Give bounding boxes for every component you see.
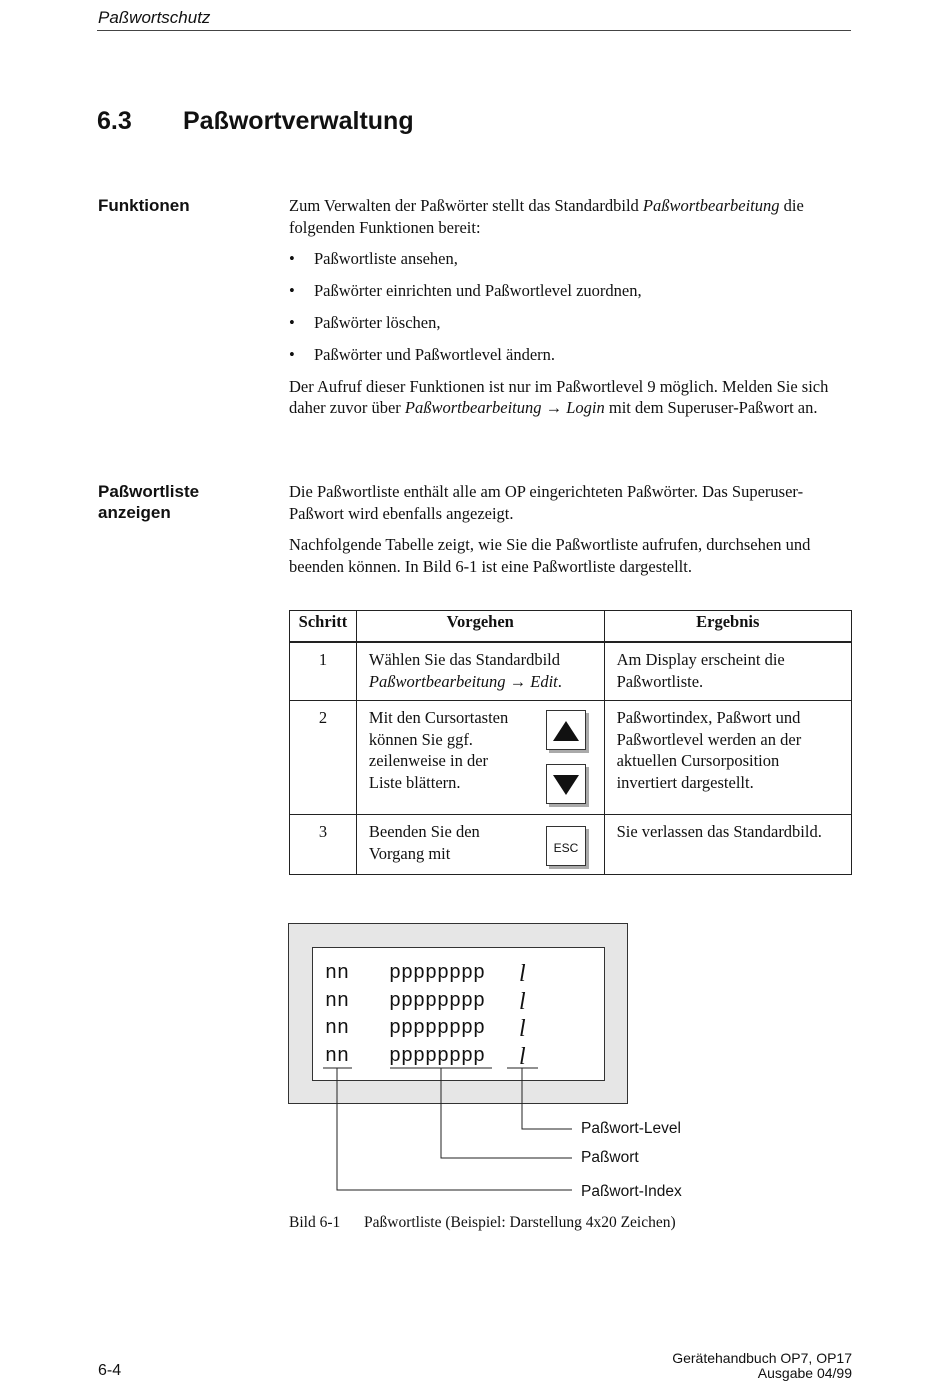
list-item: • Paßwortliste ansehen, [289,248,849,270]
col-header-ergebnis: Ergebnis [604,611,851,643]
password-value: pppppppp [389,1017,486,1040]
liste-paragraph-1: Die Paßwortliste enthält alle am OP eingerichteten Paßwörter. Das Superuser-Paßwort wird ebenfalls angezeigt. [289,482,804,523]
step-result: Paßwortindex, Paßwort und Paßwortlevel werden an der aktuellen Cursorposition invertiert dargestellt. [604,701,851,815]
password-level: l [519,989,526,1015]
label-password-level: Paßwort-Level [581,1120,681,1137]
liste-paragraph-2: Nachfolgende Tabelle zeigt, wie Sie die Paßwortliste aufrufen, durchsehen und beenden können. In Bild 6-1 ist eine Paßwortliste dargestellt. [289,535,811,576]
figure-caption-text: Paßwortliste (Beispiel: Darstellung 4x20 Zeichen) [364,1214,676,1231]
label-password-index: Paßwort-Index [581,1183,682,1200]
section-number: 6.3 [97,107,132,135]
side-heading-liste: Paßwortliste anzeigen [98,482,200,522]
password-value: pppppppp [389,962,486,985]
step-result: Am Display erscheint die Paßwortliste. [604,642,851,701]
section-title: Paßwortverwaltung [183,107,414,135]
page-number: 6-4 [98,1362,122,1379]
step-action-text: Mit den Cursortasten können Sie ggf. zeilenweise in der Liste blättern. [368,708,509,792]
step-result: Sie verlassen das Standardbild. [604,815,851,875]
funktionen-note: Der Aufruf dieser Funktionen ist nur im Paßwortlevel 9 möglich. Melden Sie sich daher zuvor über Paßwortbearbeitung → Login mit dem Superuser-Paßwort an. [289,376,829,417]
list-item: • Paßwörter einrichten und Paßwortlevel zuordnen, [289,280,849,302]
esc-key-label: ESC [553,841,579,855]
running-head: Paßwortschutz [98,8,211,27]
level-leader [522,1068,572,1129]
list-item: • Paßwörter und Paßwortlevel ändern. [289,344,849,366]
label-password: Paßwort [581,1149,639,1166]
password-index: nn [325,1045,350,1068]
password-leader [441,1068,572,1158]
step-number: 2 [290,701,357,815]
password-level: l [519,961,526,987]
step-number: 3 [290,815,357,875]
funktionen-intro: Zum Verwalten der Paßwörter stellt das Standardbild Paßwortbearbeitung die folgenden Funktionen bereit: [289,196,804,237]
password-index: nn [325,962,350,985]
col-header-schritt: Schritt [290,611,357,643]
password-value: pppppppp [389,1045,486,1068]
step-number: 1 [290,642,357,701]
step-action: Wählen Sie das Standardbild Paßwortbearbeitung → Edit. [356,642,604,701]
password-value: pppppppp [389,990,486,1013]
password-index: nn [325,1017,350,1040]
password-level: l [519,1016,526,1042]
side-heading-funktionen: Funktionen [98,196,190,215]
password-level: l [519,1044,526,1070]
list-item: • Paßwörter löschen, [289,312,849,334]
step-action-text: Beenden Sie den Vorgang mit [368,822,480,863]
col-header-vorgehen: Vorgehen [356,611,604,643]
figure-caption-number: Bild 6-1 [289,1214,341,1231]
footer-title: Gerätehandbuch OP7, OP17 Ausgabe 04/99 [672,1350,852,1381]
password-index: nn [325,990,350,1013]
